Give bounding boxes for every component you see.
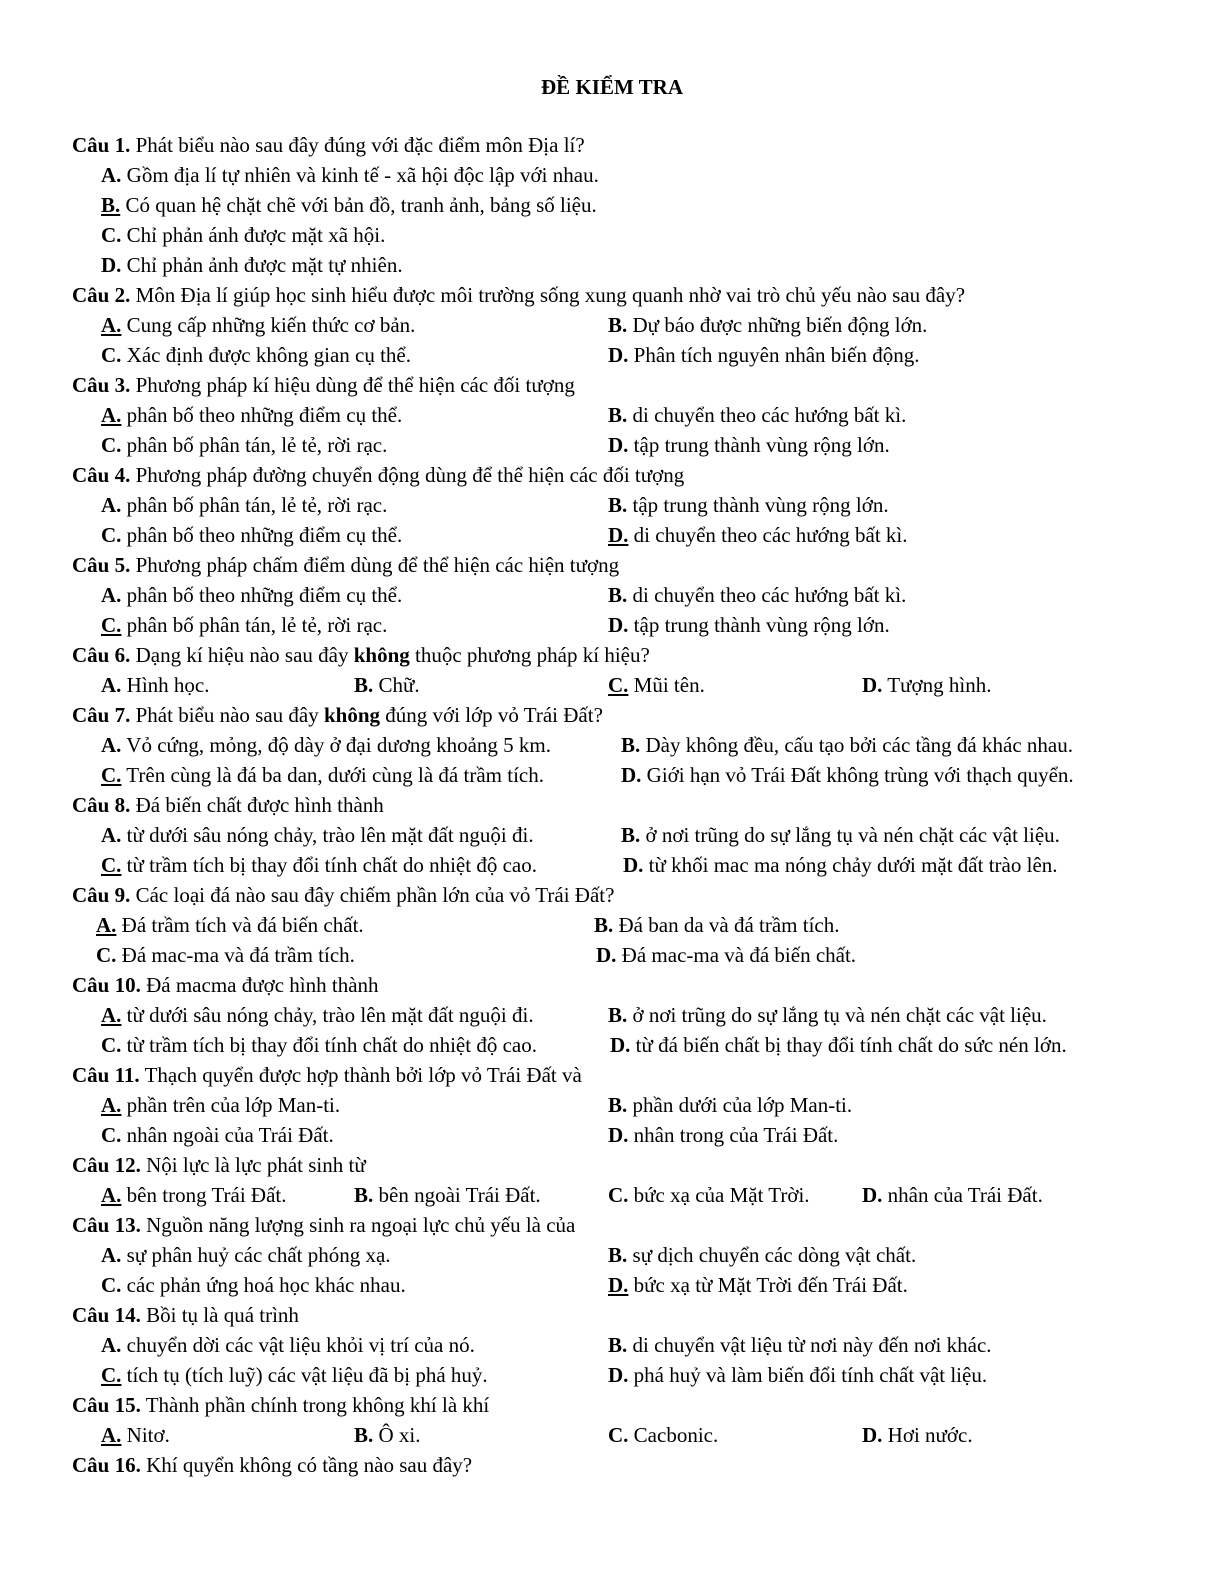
- question-text: Phương pháp đường chuyển động dùng để thể hiện các đối tượng: [135, 463, 685, 487]
- option-text: Hình học.: [126, 673, 210, 697]
- option-text: phần trên của lớp Man-ti.: [126, 1093, 341, 1117]
- question-text: Thạch quyển được hợp thành bởi lớp vỏ Trái Đất và: [144, 1063, 582, 1087]
- option-6c: [608, 670, 705, 700]
- option-letter: A.: [96, 913, 117, 937]
- option-text: Chỉ phản ánh được mặt xã hội.: [126, 223, 386, 247]
- option-letter: A.: [101, 1093, 122, 1117]
- option-letter: C.: [101, 1123, 122, 1147]
- option-letter: D.: [596, 943, 617, 967]
- option-14d: [608, 1360, 987, 1390]
- question-number: Câu 8.: [72, 793, 131, 817]
- option-text: phân bố theo những điểm cụ thể.: [126, 403, 403, 427]
- option-text: từ dưới sâu nóng chảy, trào lên mặt đất nguội đi.: [126, 1003, 534, 1027]
- option-text: bức xạ từ Mặt Trời đến Trái Đất.: [633, 1273, 908, 1297]
- option-text: nhân ngoài của Trái Đất.: [126, 1123, 334, 1147]
- option-text: Đá mac-ma và đá trầm tích.: [121, 943, 355, 967]
- option-text: phân bố phân tán, lẻ tẻ, rời rạc.: [126, 493, 388, 517]
- option-letter: D.: [610, 1033, 631, 1057]
- option-text: tập trung thành vùng rộng lớn.: [632, 493, 889, 517]
- option-10a: [101, 1000, 534, 1030]
- option-text: Giới hạn vỏ Trái Đất không trùng với thạch quyển.: [646, 763, 1074, 787]
- option-text: tích tụ (tích luỹ) các vật liệu đã bị phá huỷ.: [126, 1363, 488, 1387]
- question-5: [72, 550, 619, 580]
- option-letter: B.: [608, 493, 628, 517]
- question-number: Câu 3.: [72, 373, 131, 397]
- option-letter: C.: [101, 523, 122, 547]
- option-text: Có quan hệ chặt chẽ với bản đồ, tranh ảnh, bảng số liệu.: [125, 193, 597, 217]
- question-text-before: Dạng kí hiệu nào sau đây: [135, 643, 349, 667]
- option-text: từ khối mac ma nóng chảy dưới mặt đất trào lên.: [648, 853, 1058, 877]
- option-4a: [101, 490, 387, 520]
- option-text: Nitơ.: [126, 1423, 170, 1447]
- option-letter: B.: [101, 193, 121, 217]
- question-text: Phương pháp kí hiệu dùng để thể hiện các đối tượng: [135, 373, 575, 397]
- question-number: Câu 11.: [72, 1063, 140, 1087]
- question-1: [72, 130, 585, 160]
- option-13b: [608, 1240, 916, 1270]
- option-15d: [862, 1420, 973, 1450]
- question-number: Câu 16.: [72, 1453, 141, 1477]
- option-text: nhân của Trái Đất.: [887, 1183, 1043, 1207]
- option-letter: D.: [608, 1363, 629, 1387]
- question-text: Phương pháp chấm điểm dùng để thể hiện các hiện tượng: [135, 553, 620, 577]
- option-text: Ô xi.: [378, 1423, 421, 1447]
- question-text: Nội lực là lực phát sinh từ: [146, 1153, 366, 1177]
- question-9: [72, 880, 614, 910]
- option-text: di chuyển theo các hướng bất kì.: [632, 403, 907, 427]
- option-text: Vỏ cứng, mỏng, độ dày ở đại dương khoảng 5 km.: [126, 733, 551, 757]
- option-text: phá huỷ và làm biến đổi tính chất vật liệu.: [633, 1363, 988, 1387]
- option-5b: [608, 580, 906, 610]
- option-text: di chuyển theo các hướng bất kì.: [633, 523, 908, 547]
- option-text: di chuyển vật liệu từ nơi này đến nơi khác.: [632, 1333, 992, 1357]
- option-4d: [608, 520, 908, 550]
- question-number: Câu 4.: [72, 463, 131, 487]
- option-13c: [101, 1270, 406, 1300]
- page-title: ĐỀ KIỂM TRA: [541, 75, 683, 99]
- question-number: Câu 6.: [72, 643, 131, 667]
- option-letter: A.: [101, 403, 122, 427]
- option-1b: [101, 190, 597, 220]
- option-letter: C.: [101, 223, 122, 247]
- option-letter: A.: [101, 1243, 122, 1267]
- option-15a: [101, 1420, 170, 1450]
- option-11d: [608, 1120, 838, 1150]
- option-letter: D.: [608, 343, 629, 367]
- option-letter: C.: [101, 1273, 122, 1297]
- option-letter: B.: [621, 823, 641, 847]
- option-text: sự dịch chuyển các dòng vật chất.: [632, 1243, 917, 1267]
- option-letter: B.: [621, 733, 641, 757]
- option-letter: D.: [101, 253, 122, 277]
- option-letter: A.: [101, 583, 122, 607]
- option-text: Gồm địa lí tự nhiên và kinh tế - xã hội độc lập với nhau.: [126, 163, 599, 187]
- option-letter: B.: [608, 313, 628, 337]
- option-15b: [354, 1420, 421, 1450]
- option-text: bên trong Trái Đất.: [126, 1183, 287, 1207]
- option-text: sự phân huỷ các chất phóng xạ.: [126, 1243, 391, 1267]
- option-text: ở nơi trũng do sự lắng tụ và nén chặt các vật liệu.: [645, 823, 1060, 847]
- option-10d: [610, 1030, 1067, 1060]
- option-letter: C.: [101, 1033, 122, 1057]
- option-6d: [862, 670, 991, 700]
- option-letter: B.: [354, 673, 374, 697]
- question-text-before: Phát biểu nào sau đây: [135, 703, 319, 727]
- option-7b: [621, 730, 1073, 760]
- option-text: phân bố theo những điểm cụ thể.: [126, 583, 403, 607]
- option-letter: B.: [608, 583, 628, 607]
- question-text-emphasis: không: [353, 643, 410, 667]
- question-number: Câu 7.: [72, 703, 131, 727]
- option-letter: C.: [101, 1363, 122, 1387]
- question-number: Câu 2.: [72, 283, 131, 307]
- question-number: Câu 13.: [72, 1213, 141, 1237]
- option-letter: D.: [608, 1273, 629, 1297]
- option-letter: C.: [101, 343, 122, 367]
- option-7c: [101, 760, 544, 790]
- option-text: từ trầm tích bị thay đổi tính chất do nhiệt độ cao.: [126, 853, 537, 877]
- option-letter: B.: [354, 1423, 374, 1447]
- option-letter: D.: [623, 853, 644, 877]
- option-letter: B.: [608, 1093, 628, 1117]
- question-13: [72, 1210, 575, 1240]
- option-9b: [594, 910, 840, 940]
- option-letter: B.: [608, 1243, 628, 1267]
- option-4b: [608, 490, 889, 520]
- option-text: phân bố phân tán, lẻ tẻ, rời rạc.: [126, 613, 388, 637]
- option-text: tập trung thành vùng rộng lớn.: [633, 433, 890, 457]
- question-number: Câu 12.: [72, 1153, 141, 1177]
- option-letter: C.: [101, 613, 122, 637]
- option-text: Chỉ phản ảnh được mặt tự nhiên.: [126, 253, 403, 277]
- option-11a: [101, 1090, 340, 1120]
- option-letter: A.: [101, 823, 122, 847]
- option-10b: [608, 1000, 1047, 1030]
- question-14: [72, 1300, 299, 1330]
- option-1d: [101, 250, 403, 280]
- option-letter: D.: [608, 1123, 629, 1147]
- option-letter: D.: [608, 523, 629, 547]
- option-11b: [608, 1090, 852, 1120]
- question-text-after: thuộc phương pháp kí hiệu?: [415, 643, 650, 667]
- question-10: [72, 970, 379, 1000]
- option-letter: B.: [608, 1333, 628, 1357]
- question-8: [72, 790, 384, 820]
- option-text: Đá trầm tích và đá biến chất.: [121, 913, 364, 937]
- option-letter: B.: [594, 913, 614, 937]
- option-13d: [608, 1270, 908, 1300]
- question-text: Nguồn năng lượng sinh ra ngoại lực chủ yếu là của: [146, 1213, 576, 1237]
- option-5c: [101, 610, 387, 640]
- option-2c: [101, 340, 411, 370]
- option-text: Cacbonic.: [633, 1423, 719, 1447]
- option-3c: [101, 430, 387, 460]
- option-text: Đá ban da và đá trầm tích.: [618, 913, 840, 937]
- option-4c: [101, 520, 402, 550]
- option-letter: A.: [101, 673, 122, 697]
- question-text: Phát biểu nào sau đây đúng với đặc điểm môn Địa lí?: [135, 133, 585, 157]
- option-letter: A.: [101, 313, 122, 337]
- option-8a: [101, 820, 534, 850]
- option-2b: [608, 310, 927, 340]
- option-15c: [608, 1420, 718, 1450]
- question-7: [72, 700, 603, 730]
- option-3d: [608, 430, 890, 460]
- option-letter: D.: [862, 673, 883, 697]
- option-letter: C.: [101, 433, 122, 457]
- question-number: Câu 15.: [72, 1393, 141, 1417]
- option-5a: [101, 580, 402, 610]
- option-text: Mũi tên.: [633, 673, 705, 697]
- question-text: Khí quyển không có tầng nào sau đây?: [146, 1453, 473, 1477]
- option-text: bên ngoài Trái Đất.: [378, 1183, 541, 1207]
- question-3: [72, 370, 575, 400]
- question-number: Câu 1.: [72, 133, 131, 157]
- question-text: Bồi tụ là quá trình: [146, 1303, 299, 1327]
- option-text: Cung cấp những kiến thức cơ bản.: [126, 313, 416, 337]
- option-letter: A.: [101, 733, 122, 757]
- option-letter: C.: [608, 673, 629, 697]
- option-text: Tượng hình.: [887, 673, 992, 697]
- question-15: [72, 1390, 489, 1420]
- option-text: tập trung thành vùng rộng lớn.: [633, 613, 890, 637]
- question-text: Đá biến chất được hình thành: [135, 793, 384, 817]
- option-text: Trên cùng là đá ba dan, dưới cùng là đá trầm tích.: [126, 763, 544, 787]
- option-11c: [101, 1120, 334, 1150]
- option-7a: [101, 730, 551, 760]
- option-text: ở nơi trũng do sự lắng tụ và nén chặt các vật liệu.: [632, 1003, 1047, 1027]
- option-2a: [101, 310, 415, 340]
- option-letter: D.: [862, 1423, 883, 1447]
- option-6a: [101, 670, 210, 700]
- option-text: từ đá biến chất bị thay đổi tính chất do sức nén lớn.: [635, 1033, 1067, 1057]
- option-8b: [621, 820, 1060, 850]
- question-text-after: đúng với lớp vỏ Trái Đất?: [385, 703, 603, 727]
- option-text: Dày không đều, cấu tạo bởi các tầng đá khác nhau.: [645, 733, 1073, 757]
- option-text: các phản ứng hoá học khác nhau.: [126, 1273, 406, 1297]
- option-letter: D.: [608, 433, 629, 457]
- option-12d: [862, 1180, 1043, 1210]
- option-letter: A.: [101, 1003, 122, 1027]
- option-5d: [608, 610, 890, 640]
- question-11: [72, 1060, 582, 1090]
- option-letter: D.: [862, 1183, 883, 1207]
- option-letter: B.: [608, 1003, 628, 1027]
- option-letter: C.: [101, 763, 122, 787]
- option-text: phân bố phân tán, lẻ tẻ, rời rạc.: [126, 433, 388, 457]
- option-1c: [101, 220, 385, 250]
- option-text: chuyển dời các vật liệu khỏi vị trí của nó.: [126, 1333, 475, 1357]
- question-16: [72, 1450, 472, 1480]
- question-text: Các loại đá nào sau đây chiếm phần lớn của vỏ Trái Đất?: [135, 883, 615, 907]
- option-letter: A.: [101, 493, 122, 517]
- option-letter: D.: [621, 763, 642, 787]
- question-12: [72, 1150, 366, 1180]
- question-number: Câu 14.: [72, 1303, 141, 1327]
- question-6: [72, 640, 650, 670]
- option-13a: [101, 1240, 391, 1270]
- option-9d: [596, 940, 856, 970]
- question-number: Câu 9.: [72, 883, 131, 907]
- question-text: Đá macma được hình thành: [146, 973, 379, 997]
- option-14a: [101, 1330, 475, 1360]
- option-letter: C.: [608, 1423, 629, 1447]
- option-text: phân bố theo những điểm cụ thể.: [126, 523, 403, 547]
- option-letter: C.: [101, 853, 122, 877]
- option-9a: [96, 910, 364, 940]
- option-8c: [101, 850, 537, 880]
- option-letter: D.: [608, 613, 629, 637]
- option-14c: [101, 1360, 488, 1390]
- option-text: bức xạ của Mặt Trời.: [633, 1183, 810, 1207]
- option-3b: [608, 400, 906, 430]
- option-7d: [621, 760, 1074, 790]
- option-6b: [354, 670, 420, 700]
- option-text: Phân tích nguyên nhân biến động.: [633, 343, 920, 367]
- option-letter: C.: [608, 1183, 629, 1207]
- option-letter: B.: [354, 1183, 374, 1207]
- option-text: từ dưới sâu nóng chảy, trào lên mặt đất nguội đi.: [126, 823, 534, 847]
- option-14b: [608, 1330, 992, 1360]
- option-2d: [608, 340, 919, 370]
- question-4: [72, 460, 684, 490]
- option-text: Xác định được không gian cụ thể.: [126, 343, 412, 367]
- option-letter: A.: [101, 1333, 122, 1357]
- option-letter: A.: [101, 1423, 122, 1447]
- option-letter: C.: [96, 943, 117, 967]
- question-2: [72, 280, 965, 310]
- question-text: Thành phần chính trong không khí là khí: [145, 1393, 490, 1417]
- option-text: phần dưới của lớp Man-ti.: [632, 1093, 853, 1117]
- option-3a: [101, 400, 402, 430]
- option-text: Hơi nước.: [887, 1423, 973, 1447]
- question-number: Câu 5.: [72, 553, 131, 577]
- option-text: Đá mac-ma và đá biến chất.: [621, 943, 857, 967]
- option-12c: [608, 1180, 810, 1210]
- question-number: Câu 10.: [72, 973, 141, 997]
- option-12b: [354, 1180, 541, 1210]
- option-text: nhân trong của Trái Đất.: [633, 1123, 839, 1147]
- option-letter: B.: [608, 403, 628, 427]
- option-1a: [101, 160, 599, 190]
- option-8d: [623, 850, 1058, 880]
- question-text: Môn Địa lí giúp học sinh hiểu được môi trường sống xung quanh nhờ vai trò chủ yếu nào sau đây?: [135, 283, 966, 307]
- option-10c: [101, 1030, 537, 1060]
- option-text: Chữ.: [378, 673, 420, 697]
- option-text: Dự báo được những biến động lớn.: [632, 313, 928, 337]
- option-text: từ trầm tích bị thay đổi tính chất do nhiệt độ cao.: [126, 1033, 537, 1057]
- option-text: di chuyển theo các hướng bất kì.: [632, 583, 907, 607]
- option-9c: [96, 940, 355, 970]
- option-12a: [101, 1180, 287, 1210]
- question-text-emphasis: không: [323, 703, 381, 727]
- option-letter: A.: [101, 163, 122, 187]
- option-letter: A.: [101, 1183, 122, 1207]
